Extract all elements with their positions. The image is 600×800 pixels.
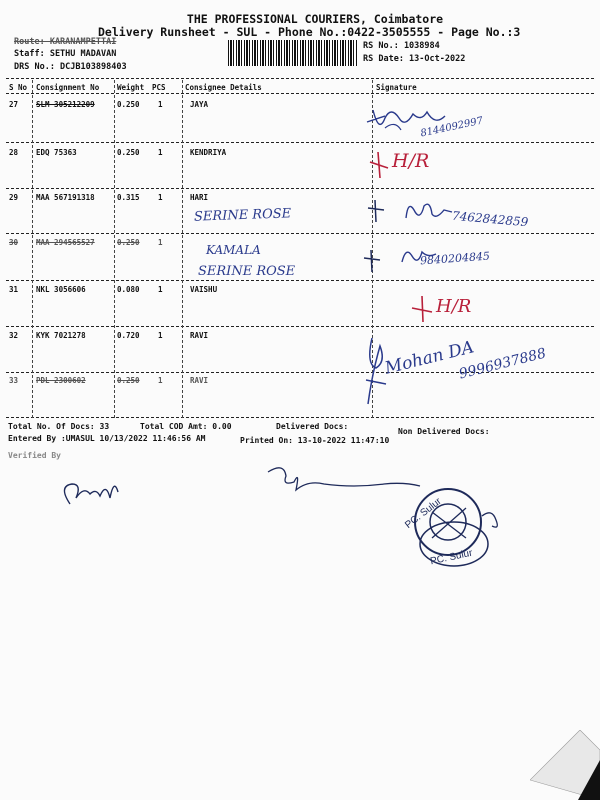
row-sno: 29 [9, 193, 19, 202]
row-pcs: 1 [158, 238, 163, 247]
handwritten-phone-row30: 9840204845 [419, 249, 491, 268]
table-bottom-rule [6, 417, 594, 418]
verified-by: Verified By [8, 451, 61, 460]
row-consignment: SLM 305212209 [36, 100, 95, 109]
row-consignment: MAA 567191318 [36, 193, 95, 202]
row-divider [6, 233, 594, 234]
col-header-consignment: Consignment No [36, 83, 100, 92]
row-weight: 0.250 [117, 238, 140, 247]
office-stamp [396, 486, 526, 576]
row-sno: 33 [9, 376, 19, 385]
row-sno: 27 [9, 100, 19, 109]
row-consignee: KENDRIYA [190, 148, 227, 157]
rs-date: RS Date: 13-Oct-2022 [363, 54, 466, 64]
row-consignment: PDL 2300602 [36, 376, 86, 385]
tick-mark [366, 198, 386, 224]
col-header-weight: Weight [117, 83, 145, 92]
row-divider [6, 326, 594, 327]
row-consignee: VAISHU [190, 285, 218, 294]
row-weight: 0.080 [117, 285, 140, 294]
row-consignee: HARI [190, 193, 209, 202]
handwritten-address-row29: SERINE ROSE [193, 206, 292, 225]
barcode [228, 40, 358, 66]
total-cod: Total COD Amt: 0.00 [140, 422, 232, 431]
col-header-sno: S No [9, 83, 28, 92]
row-pcs: 1 [158, 193, 163, 202]
stamp-text-top: PC. Sulur [403, 495, 444, 532]
row-sno: 28 [9, 148, 19, 157]
drs-number: DRS No.: DCJB103898403 [14, 62, 127, 72]
tick-mark [362, 248, 382, 274]
col-header-signature: Signature [376, 83, 417, 92]
route-label: Route: KARANAMPETTAI [14, 37, 117, 47]
column-divider [32, 80, 33, 418]
handwritten-hr-row28: H/R [392, 150, 430, 172]
tick-mark [410, 294, 436, 324]
page-fold-corner [530, 730, 600, 800]
document-subtitle: Delivery Runsheet - SUL - Phone No.:0422-3505555 - Page No.:3 [98, 25, 521, 39]
row-divider [6, 188, 594, 189]
rs-number: RS No.: 1038984 [363, 41, 440, 51]
row-weight: 0.250 [117, 376, 140, 385]
row-consignment: EDQ 75363 [36, 148, 77, 157]
row-pcs: 1 [158, 148, 163, 157]
row-sno: 32 [9, 331, 19, 340]
tick-mark [368, 150, 390, 180]
row-weight: 0.720 [117, 331, 140, 340]
col-header-consignee: Consignee Details [185, 83, 262, 92]
row-consignment: NKL 3056606 [36, 285, 86, 294]
row-pcs: 1 [158, 100, 163, 109]
handwritten-name-row30: KAMALA [206, 243, 261, 257]
stamp-text-bottom: PC. Sulur [429, 547, 474, 568]
handwritten-address-row30: SERINE ROSE [198, 264, 296, 279]
row-pcs: 1 [158, 376, 163, 385]
non-delivered-docs: Non Delivered Docs: [398, 427, 490, 436]
row-pcs: 1 [158, 331, 163, 340]
row-weight: 0.250 [117, 100, 140, 109]
delivered-docs: Delivered Docs: [276, 422, 349, 431]
row-consignee: JAYA [190, 100, 209, 109]
signature-row29 [404, 198, 454, 226]
col-header-pcs: PCS [152, 83, 166, 92]
row-weight: 0.250 [117, 148, 140, 157]
row-sno: 30 [9, 238, 19, 247]
row-sno: 31 [9, 285, 19, 294]
row-consignment: MAA 294565527 [36, 238, 95, 247]
column-divider [114, 80, 115, 418]
total-docs: Total No. Of Docs: 33 [8, 422, 110, 431]
handwritten-phone-row27: 8144092997 [419, 115, 485, 140]
document-title: THE PROFESSIONAL COURIERS, Coimbatore [186, 12, 444, 26]
row-divider [6, 280, 594, 281]
signature-verified [56, 474, 126, 514]
row-divider [6, 372, 594, 373]
row-divider [6, 142, 594, 143]
table-top-rule [6, 78, 594, 79]
entered-by: Entered By :UMASUL 10/13/2022 11:46:56 AM [8, 434, 206, 443]
handwritten-hr-row31: H/R [436, 296, 472, 317]
handwritten-phone-row29: 7462842859 [451, 208, 529, 230]
row-consignee: RAVI [190, 331, 209, 340]
handwritten-name-row33: Mohan DA [382, 337, 477, 379]
row-consignee: RAVI [190, 376, 209, 385]
column-divider [182, 80, 183, 418]
staff-label: Staff: SETHU MADAVAN [14, 49, 117, 59]
table-header-rule [6, 93, 594, 94]
row-weight: 0.315 [117, 193, 140, 202]
row-consignment: KYK 7021278 [36, 331, 86, 340]
row-pcs: 1 [158, 285, 163, 294]
printed-on: Printed On: 13-10-2022 11:47:10 [240, 436, 390, 445]
handwritten-phone-row33: 9996937888 [457, 345, 548, 383]
